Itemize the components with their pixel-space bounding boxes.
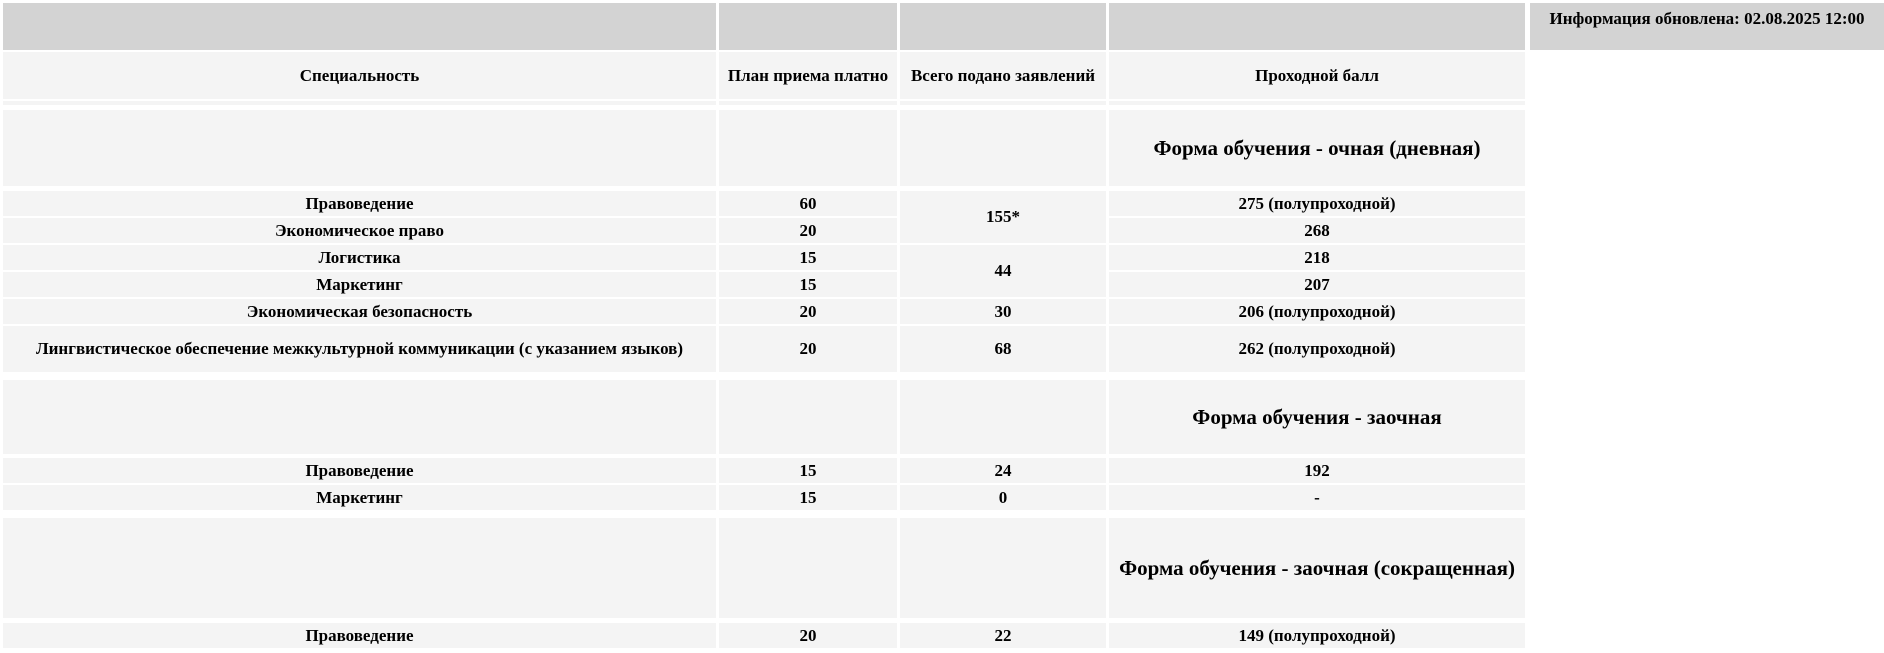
column-header-plan: План приема платно — [719, 52, 897, 99]
separator-strip — [900, 101, 1106, 105]
header-band-cell — [719, 3, 897, 50]
score-cell: 206 (полупроходной) — [1109, 299, 1525, 324]
section-title-blank — [900, 380, 1106, 454]
score-cell: 268 — [1109, 218, 1525, 243]
section-title-blank — [719, 518, 897, 618]
header-band-cell — [900, 3, 1106, 50]
column-header-applications: Всего подано заявлений — [900, 52, 1106, 99]
applications-cell: 22 — [900, 623, 1106, 648]
info-updated: Информация обновлена: 02.08.2025 12:00 — [1530, 3, 1884, 50]
score-cell: 192 — [1109, 458, 1525, 483]
applications-cell: 44 — [900, 245, 1106, 297]
specialty-cell: Лингвистическое обеспечение межкультурной коммуникации (с указанием языков) — [3, 326, 716, 372]
score-cell: 149 (полупроходной) — [1109, 623, 1525, 648]
applications-cell: 30 — [900, 299, 1106, 324]
plan-cell: 15 — [719, 458, 897, 483]
section-title-blank — [900, 110, 1106, 186]
score-cell: 218 — [1109, 245, 1525, 270]
score-cell: 262 (полупроходной) — [1109, 326, 1525, 372]
header-band-cell — [3, 3, 716, 50]
column-header-score: Проходной балл — [1109, 52, 1525, 99]
plan-cell: 15 — [719, 245, 897, 270]
column-header-specialty: Специальность — [3, 52, 716, 99]
plan-cell: 20 — [719, 218, 897, 243]
plan-cell: 20 — [719, 299, 897, 324]
plan-cell: 15 — [719, 272, 897, 297]
specialty-cell: Экономическая безопасность — [3, 299, 716, 324]
plan-cell: 15 — [719, 485, 897, 510]
section-title: Форма обучения - заочная (сокращенная) — [1109, 518, 1525, 618]
separator-strip — [1109, 101, 1525, 105]
separator-strip — [719, 101, 897, 105]
plan-cell: 20 — [719, 623, 897, 648]
header-band-cell — [1109, 3, 1525, 50]
specialty-cell: Правоведение — [3, 623, 716, 648]
applications-cell: 155* — [900, 191, 1106, 243]
section-title: Форма обучения - заочная — [1109, 380, 1525, 454]
score-cell: 207 — [1109, 272, 1525, 297]
section-title-blank — [719, 110, 897, 186]
score-cell: 275 (полупроходной) — [1109, 191, 1525, 216]
section-title-blank — [719, 380, 897, 454]
specialty-cell: Маркетинг — [3, 485, 716, 510]
specialty-cell: Экономическое право — [3, 218, 716, 243]
section-title: Форма обучения - очная (дневная) — [1109, 110, 1525, 186]
section-title-blank — [3, 380, 716, 454]
applications-cell: 24 — [900, 458, 1106, 483]
plan-cell: 60 — [719, 191, 897, 216]
specialty-cell: Логистика — [3, 245, 716, 270]
specialty-cell: Правоведение — [3, 191, 716, 216]
separator-strip — [3, 101, 716, 105]
plan-cell: 20 — [719, 326, 897, 372]
applications-cell: 68 — [900, 326, 1106, 372]
specialty-cell: Маркетинг — [3, 272, 716, 297]
applications-cell: 0 — [900, 485, 1106, 510]
section-title-blank — [3, 110, 716, 186]
section-title-blank — [900, 518, 1106, 618]
score-cell: - — [1109, 485, 1525, 510]
specialty-cell: Правоведение — [3, 458, 716, 483]
section-title-blank — [3, 518, 716, 618]
